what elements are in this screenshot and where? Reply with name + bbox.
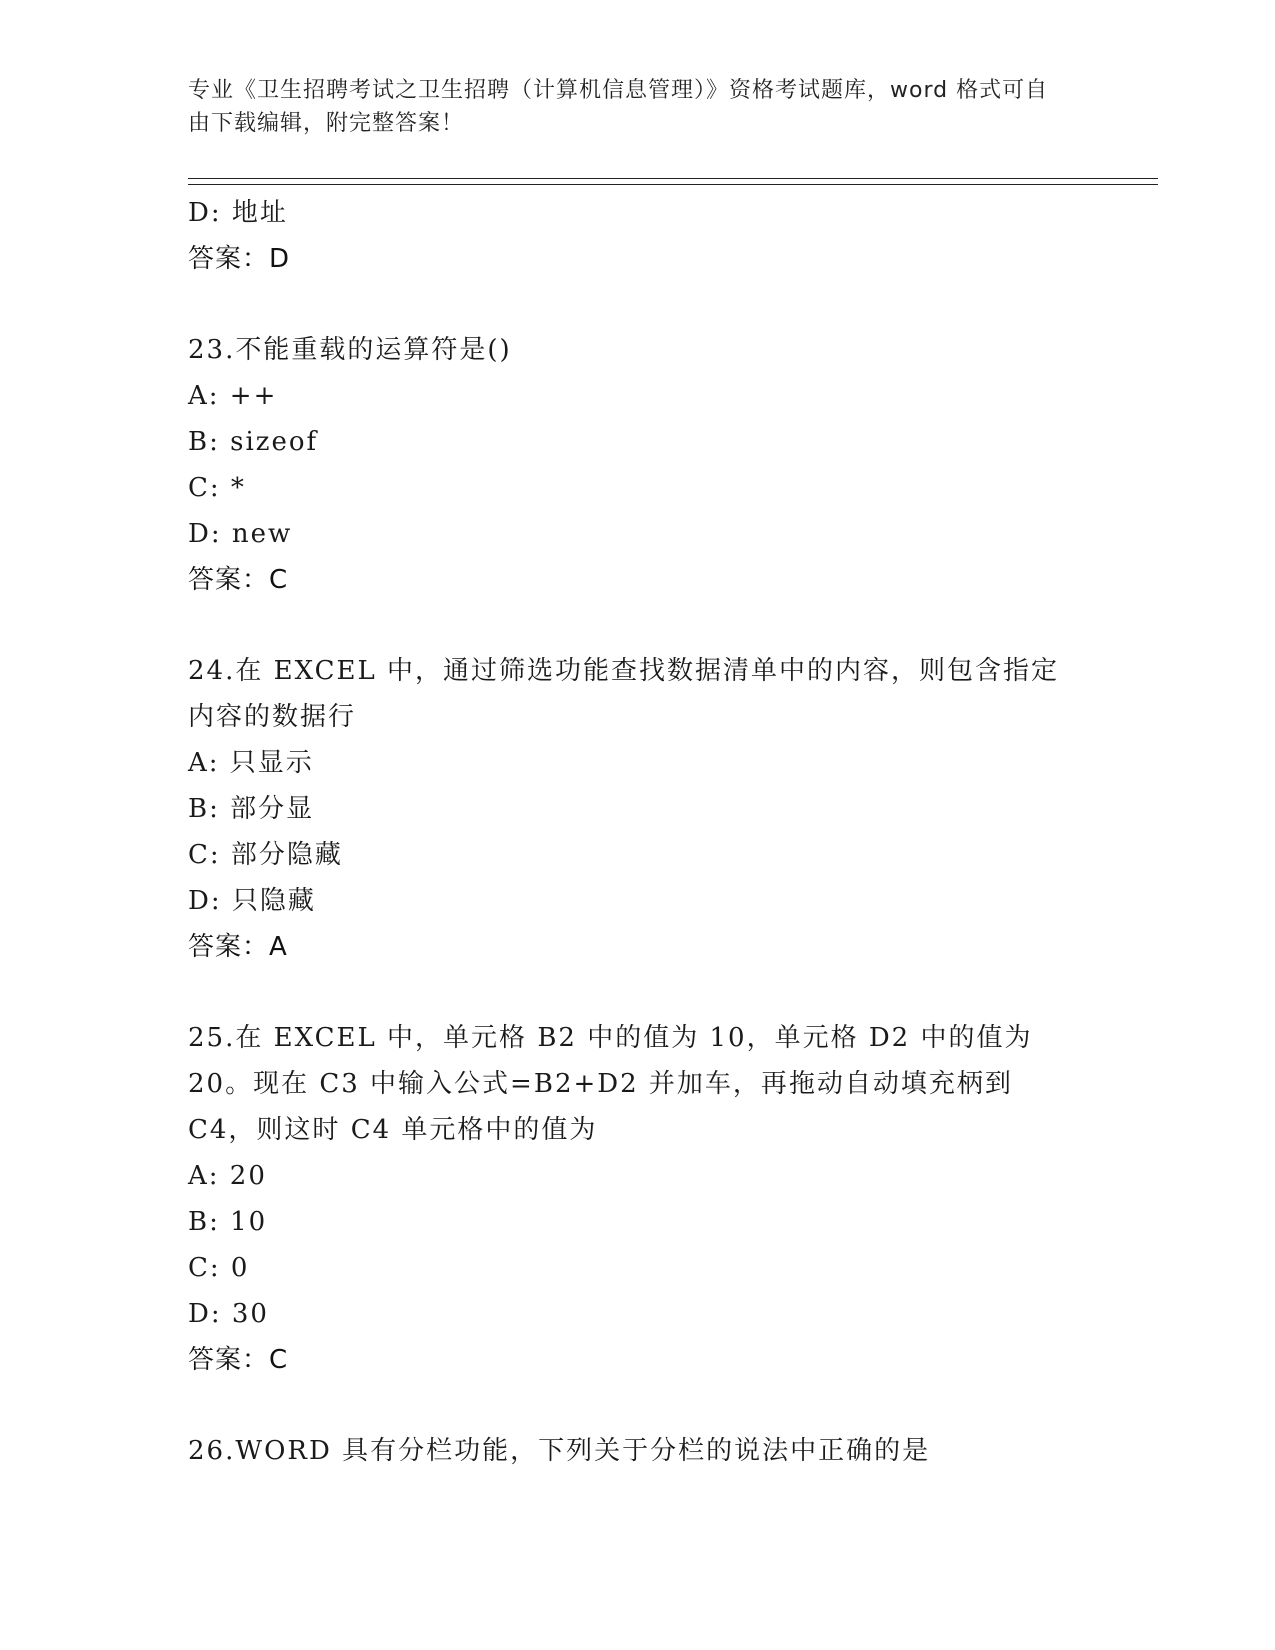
option-b: B: 10 <box>188 1207 268 1237</box>
page-header: 专业《卫生招聘考试之卫生招聘（计算机信息管理）》资格考试题库，word 格式可自由下载编辑，附完整答案！ <box>188 78 1049 136</box>
option-b: B: 部分显 <box>188 794 315 824</box>
answer-line: 答案：A <box>188 932 288 962</box>
question-stem: 25.在 EXCEL 中，单元格 B2 中的值为 10，单元格 D2 中的值为 20。现在 C3 中输入公式=B2+D2 并加车，再拖动自动填充柄到 C4，则这时 C4 单元格中的值为 <box>188 1023 1033 1145</box>
option-c: C: * <box>188 473 246 503</box>
option-c: C: 部分隐藏 <box>188 840 343 870</box>
option-a: A: 20 <box>188 1161 267 1191</box>
option-d: D: 30 <box>188 1299 269 1329</box>
question-block <box>188 1428 1088 1474</box>
option-d: D: 只隐藏 <box>188 886 316 916</box>
option-c: C: 0 <box>188 1253 250 1283</box>
spacer <box>188 970 1088 1015</box>
option-d: D: 地址 <box>188 198 288 228</box>
question-stem: 24.在 EXCEL 中，通过筛选功能查找数据清单中的内容，则包含指定内容的数据行 <box>188 656 1060 732</box>
option-a: A: 只显示 <box>188 748 314 778</box>
option-b: B: sizeof <box>188 427 319 457</box>
answer-line: 答案：D <box>188 244 291 274</box>
spacer <box>188 282 1088 327</box>
spacer <box>188 603 1088 648</box>
option-a: A: ++ <box>188 381 278 411</box>
document-body <box>188 190 1088 1474</box>
question-block <box>188 1015 1088 1383</box>
option-d: D: new <box>188 519 293 549</box>
spacer <box>188 1383 1088 1428</box>
question-stem: 26.WORD 具有分栏功能，下列关于分栏的说法中正确的是 <box>188 1436 931 1466</box>
answer-line: 答案：C <box>188 1345 289 1375</box>
question-block <box>188 648 1088 970</box>
question-block <box>188 327 1088 603</box>
question-stem: 23.不能重载的运算符是() <box>188 335 512 365</box>
answer-line: 答案：C <box>188 565 289 595</box>
header-double-rule <box>188 178 1158 185</box>
